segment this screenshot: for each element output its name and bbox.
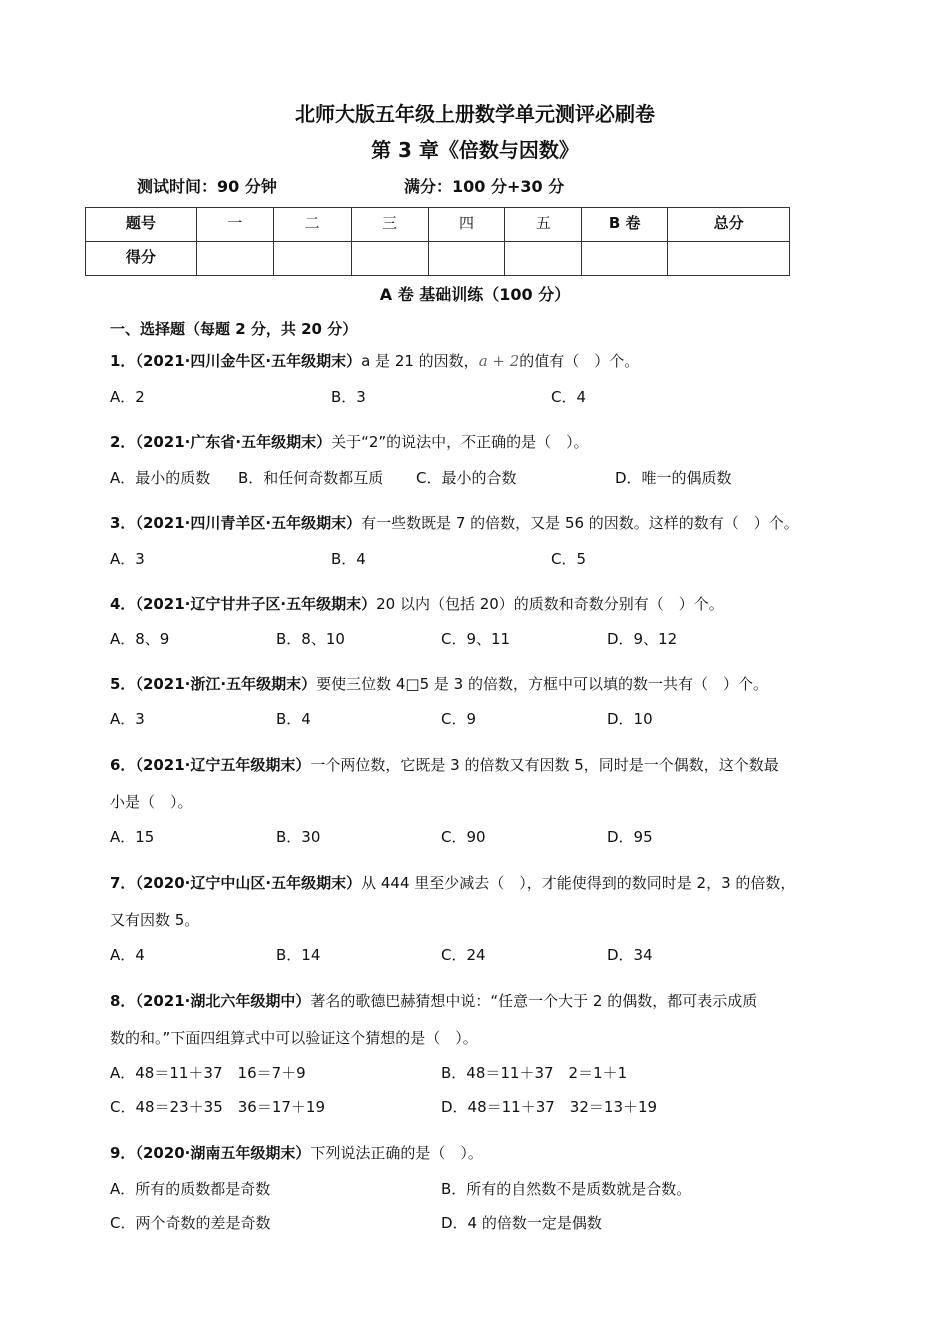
option-d[interactable]: D．34 (607, 946, 653, 964)
option-d[interactable]: D．10 (607, 710, 653, 728)
question-7-continued: 又有因数 5。 (110, 911, 200, 929)
question-4: 4．（2021·辽宁甘井子区·五年级期末）20 以内（包括 20）的质数和奇数分别有（ ）个。 (110, 595, 724, 613)
option-a[interactable]: A．4 (110, 946, 145, 964)
option-a[interactable]: A．2 (110, 388, 145, 406)
score-table-header-row (86, 208, 790, 242)
table-header-cell: 一 (196, 208, 273, 242)
option-a[interactable]: A．48＝11＋37 16＝7＋9 (110, 1064, 306, 1082)
option-d[interactable]: D．95 (607, 828, 653, 846)
score-cell[interactable] (273, 242, 351, 276)
score-table-score-row (86, 242, 790, 276)
option-a[interactable]: A．8、9 (110, 630, 170, 648)
option-a[interactable]: A．最小的质数 (110, 469, 211, 487)
table-header-cell: 二 (273, 208, 351, 242)
option-b[interactable]: B．4 (276, 710, 311, 728)
table-header-cell: 三 (351, 208, 428, 242)
option-b[interactable]: B．30 (276, 828, 321, 846)
option-b[interactable]: B．3 (331, 388, 366, 406)
option-c[interactable]: C．9 (441, 710, 477, 728)
question-8: 8．（2021·湖北六年级期中）著名的歌德巴赫猜想中说：“任意一个大于 2 的偶数，都可表示成质 (110, 992, 758, 1010)
option-c[interactable]: C．两个奇数的差是奇数 (110, 1214, 271, 1232)
table-header-cell: 题号 (86, 208, 197, 242)
option-b[interactable]: B．8、10 (276, 630, 345, 648)
question-7: 7．（2020·辽宁中山区·五年级期末）从 444 里至少减去（ ），才能使得到的数同时是 2，3 的倍数， (110, 874, 796, 892)
table-row-label: 得分 (86, 242, 197, 276)
question-8-continued: 数的和。”下面四组算式中可以验证这个猜想的是（ ）。 (110, 1029, 478, 1047)
full-score: 满分：100 分+30 分 (404, 177, 565, 196)
option-d[interactable]: D．唯一的偶质数 (615, 469, 732, 487)
table-header-cell: 五 (505, 208, 582, 242)
option-a[interactable]: A．15 (110, 828, 155, 846)
document-title: 北师大版五年级上册数学单元测评必刷卷 (295, 102, 655, 126)
table-header-cell: 四 (428, 208, 505, 242)
option-c[interactable]: C．最小的合数 (416, 469, 517, 487)
question-6: 6．（2021·辽宁五年级期末）一个两位数，它既是 3 的倍数又有因数 5，同时是一个偶数，这个数最 (110, 756, 779, 774)
part-one-heading: 一、选择题（每题 2 分，共 20 分） (110, 320, 358, 338)
option-b[interactable]: B．14 (276, 946, 321, 964)
score-cell[interactable] (668, 242, 790, 276)
option-b[interactable]: B．所有的自然数不是质数就是合数。 (441, 1180, 692, 1198)
table-header-cell: B 卷 (582, 208, 668, 242)
option-a[interactable]: A．3 (110, 710, 145, 728)
option-d[interactable]: D．9、12 (607, 630, 678, 648)
option-b[interactable]: B．和任何奇数都互质 (238, 469, 384, 487)
option-c[interactable]: C．4 (551, 388, 587, 406)
option-b[interactable]: B．4 (331, 550, 366, 568)
option-a[interactable]: A．所有的质数都是奇数 (110, 1180, 271, 1198)
option-c[interactable]: C．90 (441, 828, 486, 846)
question-2: 2．（2021·广东省·五年级期末）关于“2”的说法中，不正确的是（ ）。 (110, 433, 589, 451)
score-cell[interactable] (505, 242, 582, 276)
score-cell[interactable] (351, 242, 428, 276)
score-cell[interactable] (582, 242, 668, 276)
question-5: 5．（2021·浙江·五年级期末）要使三位数 4□5 是 3 的倍数，方框中可以填的数一共有（ ）个。 (110, 675, 768, 693)
option-c[interactable]: C．24 (441, 946, 486, 964)
option-c[interactable]: C．9、11 (441, 630, 511, 648)
score-cell[interactable] (196, 242, 273, 276)
score-cell[interactable] (428, 242, 505, 276)
math-expression: a + 2 (478, 352, 520, 370)
question-1: 1．（2021·四川金牛区·五年级期末）a 是 21 的因数，a + 2的值有（ ）个。 (110, 352, 640, 370)
option-d[interactable]: D．4 的倍数一定是偶数 (441, 1214, 602, 1232)
test-time: 测试时间：90 分钟 (137, 177, 277, 196)
document-subtitle: 第 3 章《倍数与因数》 (371, 138, 579, 162)
option-c[interactable]: C．48＝23＋35 36＝17＋19 (110, 1098, 325, 1116)
score-table (85, 207, 790, 276)
question-9: 9．（2020·湖南五年级期末）下列说法正确的是（ ）。 (110, 1144, 483, 1162)
option-d[interactable]: D．48＝11＋37 32＝13＋19 (441, 1098, 658, 1116)
option-a[interactable]: A．3 (110, 550, 145, 568)
option-b[interactable]: B．48＝11＋37 2＝1＋1 (441, 1064, 628, 1082)
section-a-heading: A 卷 基础训练（100 分） (379, 285, 571, 304)
table-header-cell: 总分 (668, 208, 790, 242)
question-3: 3．（2021·四川青羊区·五年级期末）有一些数既是 7 的倍数，又是 56 的因数。这样的数有（ ）个。 (110, 514, 799, 532)
question-6-continued: 小是（ ）。 (110, 793, 193, 811)
option-c[interactable]: C．5 (551, 550, 587, 568)
